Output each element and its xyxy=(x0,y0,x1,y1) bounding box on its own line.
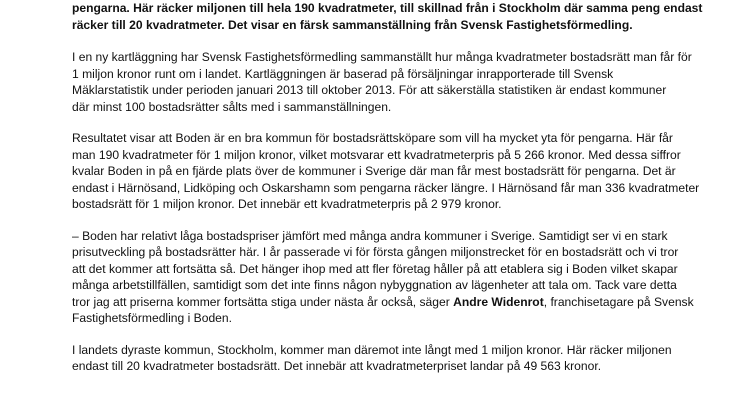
text-line xyxy=(72,294,694,311)
text-line: Resultatet visar att Boden är en bra kommun för bostadsrättsköpare som vill ha mycket yta för pengarna. Här får xyxy=(72,131,673,145)
text-line: Mäklarstatistik under perioden januari 2013 till oktober 2013. För att säkerställa statistiken är endast kommuner xyxy=(72,83,667,97)
text-line: I en ny kartläggning har Svensk Fastighetsförmedling sammanställt hur många kvadratmeter bostadsrätt man får för xyxy=(72,50,692,64)
paragraph-results xyxy=(72,130,700,213)
text-line: endast till 20 kvadratmeter bostadsrätt. Det innebär att kvadratmeterpriset landar på 49 563 kronor. xyxy=(72,359,602,373)
lead-paragraph xyxy=(72,0,703,33)
text-line: att det kommer att fortsätta så. Det hänger ihop med att fler företag håller på att etablera sig i Boden vilket skapar xyxy=(72,261,678,276)
text-line: – Boden har relativt låga bostadspriser jämfört med många andra kommuner i Sverige. Samtidigt ser vi en stark xyxy=(72,228,668,243)
text-line: 1 miljon kronor runt om i landet. Kartläggningen är baserad på försäljningar inrapporterade till Svensk xyxy=(72,66,614,81)
text-line: pengarna. Här räcker miljonen till hela 190 kvadratmeter, till skillnad från i Stockholm där samma peng endast xyxy=(72,1,703,15)
paragraph-quote xyxy=(72,228,694,327)
text-line: bostadsrätt för 1 miljon kronor. Det innebär ett kvadratmeterpris på 2 979 kronor. xyxy=(72,197,502,211)
text-line: I landets dyraste kommun, Stockholm, kommer man däremot inte långt med 1 miljon kronor. Här räcker miljonen xyxy=(72,342,672,357)
text-line: kvalar Boden in på en fjärde plats över de kommuner i Sverige där man får mest bostadsrätt för pengarna. Det är xyxy=(72,164,676,178)
paragraph-survey xyxy=(72,49,692,115)
paragraph-stockholm xyxy=(72,342,672,375)
quote-text: , franchisetagare på Svensk xyxy=(543,294,694,309)
speaker-name: Andre Widenrot xyxy=(453,294,544,309)
text-line: Fastighetsförmedling i Boden. xyxy=(72,311,232,325)
document-page xyxy=(72,0,703,375)
text-line: endast i Härnösand, Lidköping och Oskarshamn som pengarna räcker längre. I Härnösand får man 336 kvadratmeter xyxy=(72,180,700,195)
text-line: många arbetstillfällen, samtidigt som det inte finns någon nybyggnation av lägenheter att tala om. Tack vare detta xyxy=(72,278,677,292)
text-line: prisutveckling på bostadsrätter här. I år passerade vi för första gången miljonstrecket för en bostadsrätt och vi tror xyxy=(72,245,679,259)
text-line: räcker till 20 kvadratmeter. Det visar en färsk sammanställning från Svensk Fastighetsförmedling. xyxy=(72,17,633,32)
quote-text: tror jag att priserna kommer fortsätta stiga under nästa år också, säger xyxy=(72,294,454,309)
text-line: man 190 kvadratmeter för 1 miljon kronor, vilket motsvarar ett kvadratmeterpris på 5 266 kronor. Med dessa siffror xyxy=(72,147,681,162)
text-line: där minst 100 bostadsrätter sålts med i sammanställningen. xyxy=(72,99,392,114)
